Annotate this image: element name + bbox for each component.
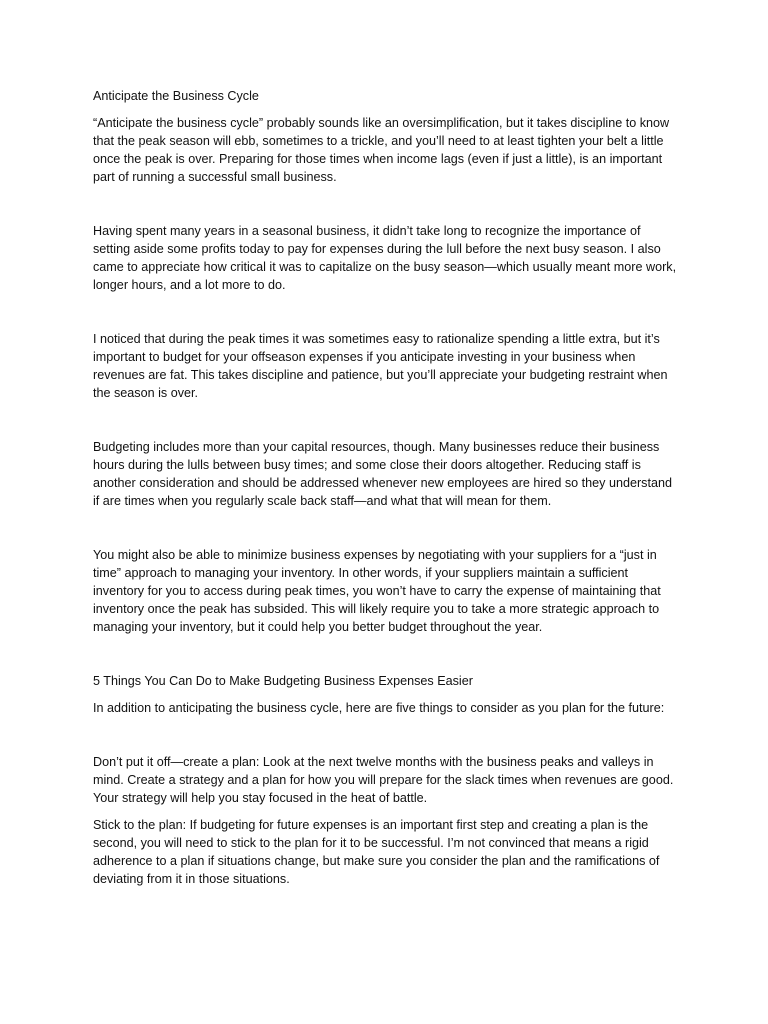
section-heading-five-things: 5 Things You Can Do to Make Budgeting Business Expenses Easier	[93, 674, 473, 688]
paragraph-spacer	[93, 717, 678, 753]
paragraph-spacer	[93, 294, 678, 330]
intro-paragraph: In addition to anticipating the business cycle, here are five things to consider as you plan for the future:	[93, 701, 665, 715]
paragraph-spacer	[93, 186, 678, 222]
list-item-create-plan: Don’t put it off—create a plan: Look at the next twelve months with the business peaks and valleys in mind. Create a strategy and a plan for how you will prepare for the slack times when revenues are good. Your strategy will help you stay focused in the heat of battle.	[93, 755, 674, 805]
paragraph-spacer	[93, 807, 678, 816]
paragraph-2: Having spent many years in a seasonal business, it didn’t take long to recognize the importance of setting aside some profits today to pay for expenses during the lull before the next busy season. I also came to appreciate how critical it was to capitalize on the busy season—which usually meant more work, longer hours, and a lot more to do.	[93, 224, 677, 292]
list-item-stick-to-plan: Stick to the plan: If budgeting for future expenses is an important first step and creating a plan is the second, you will need to stick to the plan for it to be successful. I’m not convinced that means a rigid adherence to a plan if situations change, but make sure you consider the plan and the ramifications of deviating from it in those situations.	[93, 818, 660, 886]
paragraph-4: Budgeting includes more than your capital resources, though. Many businesses reduce their business hours during the lulls between busy times; and some close their doors altogether. Reducing staff is another consideration and should be addressed whenever new employees are hired so they understand if are times when you regularly scale back staff—and what that will mean for them.	[93, 440, 672, 508]
paragraph-spacer	[93, 510, 678, 546]
document-page	[93, 87, 678, 888]
paragraph-5: You might also be able to minimize business expenses by negotiating with your suppliers for a “just in time” approach to managing your inventory. In other words, if your suppliers maintain a sufficient inventory for you to access during peak times, you won’t have to carry the expense of maintaining that inventory once the peak has subsided. This will likely require you to take a more strategic approach to managing your inventory, but it could help you better budget throughout the year.	[93, 548, 661, 634]
paragraph-1: “Anticipate the business cycle” probably sounds like an oversimplification, but it takes discipline to know that the peak season will ebb, sometimes to a trickle, and you’ll need to at least tighten your belt a little once the peak is over. Preparing for those times when income lags (even if just a little), is an important part of running a successful small business.	[93, 116, 670, 184]
paragraph-3: I noticed that during the peak times it was sometimes easy to rationalize spending a little extra, but it’s important to budget for your offseason expenses if you anticipate investing in your business when revenues are fat. This takes discipline and patience, but you’ll appreciate your budgeting restraint when the season is over.	[93, 332, 668, 400]
paragraph-spacer	[93, 402, 678, 438]
section-heading-anticipate: Anticipate the Business Cycle	[93, 89, 259, 103]
paragraph-spacer	[93, 636, 678, 672]
